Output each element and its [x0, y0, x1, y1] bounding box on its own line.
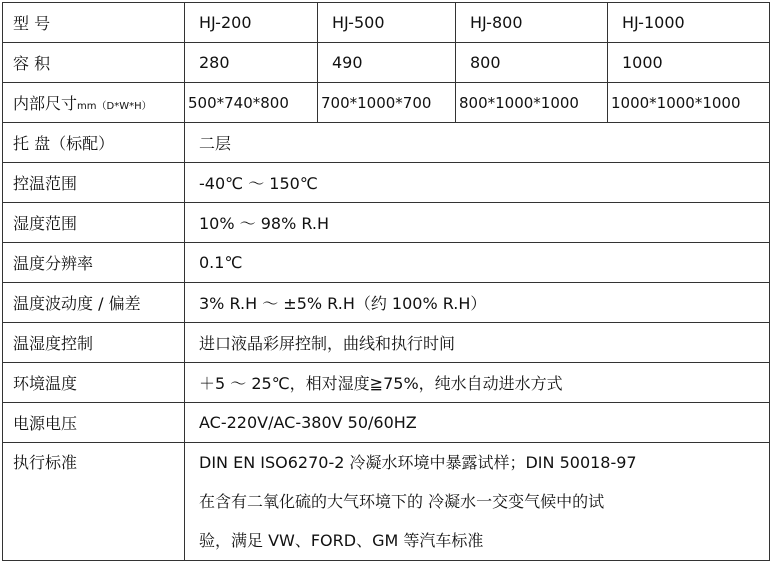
- spec-table: [2, 2, 770, 561]
- spec-row: [3, 123, 770, 163]
- spec-row: [3, 243, 770, 283]
- model-cell: HJ-500: [318, 3, 456, 43]
- spec-label: 环境温度: [3, 363, 185, 403]
- inner-size-unit: mm（D*W*H）: [77, 101, 152, 112]
- inner-size-label: 内部尺寸: [13, 94, 78, 113]
- spec-label: 温湿度控制: [3, 323, 185, 363]
- spec-value: ＋5 ～ 25℃，相对湿度≧75%，纯水自动进水方式: [185, 363, 770, 403]
- standard-line: 验，满足 VW、FORD、GM 等汽车标准: [199, 531, 484, 550]
- inner-size-cell: 800*1000*1000: [456, 83, 608, 123]
- volume-cell: 1000: [608, 43, 770, 83]
- standard-label: 执行标准: [13, 453, 78, 472]
- spec-value: AC-220V/AC-380V 50/60HZ: [185, 403, 770, 443]
- model-cell: HJ-1000: [608, 3, 770, 43]
- spec-label: 控温范围: [3, 163, 185, 203]
- volume-label: 容 积: [3, 43, 185, 83]
- inner-size-label-cell: [3, 83, 185, 123]
- volume-cell: 800: [456, 43, 608, 83]
- model-cell: HJ-200: [185, 3, 318, 43]
- spec-value: 10% ～ 98% R.H: [185, 203, 770, 243]
- model-row: [3, 3, 770, 43]
- inner-size-cell: 700*1000*700: [318, 83, 456, 123]
- inner-size-cell: 1000*1000*1000: [608, 83, 770, 123]
- standard-line: 在含有二氧化硫的大气环境下的 冷凝水一交变气候中的试: [199, 492, 605, 511]
- spec-value: 0.1℃: [185, 243, 770, 283]
- model-cell: HJ-800: [456, 3, 608, 43]
- spec-value: 二层: [185, 123, 770, 163]
- model-label: 型 号: [3, 3, 185, 43]
- spec-row: [3, 203, 770, 243]
- inner-size-cell: 500*740*800: [185, 83, 318, 123]
- volume-row: [3, 43, 770, 83]
- inner-size-row: [3, 83, 770, 123]
- spec-value: 3% R.H ～ ±5% R.H（约 100% R.H）: [185, 283, 770, 323]
- spec-label: 电源电压: [3, 403, 185, 443]
- spec-row: [3, 363, 770, 403]
- standard-row: [3, 443, 770, 561]
- spec-label: 温度波动度 / 偏差: [3, 283, 185, 323]
- standard-value-cell: [185, 443, 770, 561]
- standard-line: DIN EN ISO6270-2 冷凝水环境中暴露试样；DIN 50018-97: [199, 453, 637, 472]
- volume-cell: 490: [318, 43, 456, 83]
- spec-value: 进口液晶彩屏控制，曲线和执行时间: [185, 323, 770, 363]
- spec-row: [3, 283, 770, 323]
- spec-label: 温度分辨率: [3, 243, 185, 283]
- standard-label-cell: [3, 443, 185, 561]
- volume-cell: 280: [185, 43, 318, 83]
- spec-label: 湿度范围: [3, 203, 185, 243]
- spec-value: -40℃ ～ 150℃: [185, 163, 770, 203]
- spec-row: [3, 323, 770, 363]
- spec-label: 托 盘（标配）: [3, 123, 185, 163]
- spec-row: [3, 163, 770, 203]
- spec-row: [3, 403, 770, 443]
